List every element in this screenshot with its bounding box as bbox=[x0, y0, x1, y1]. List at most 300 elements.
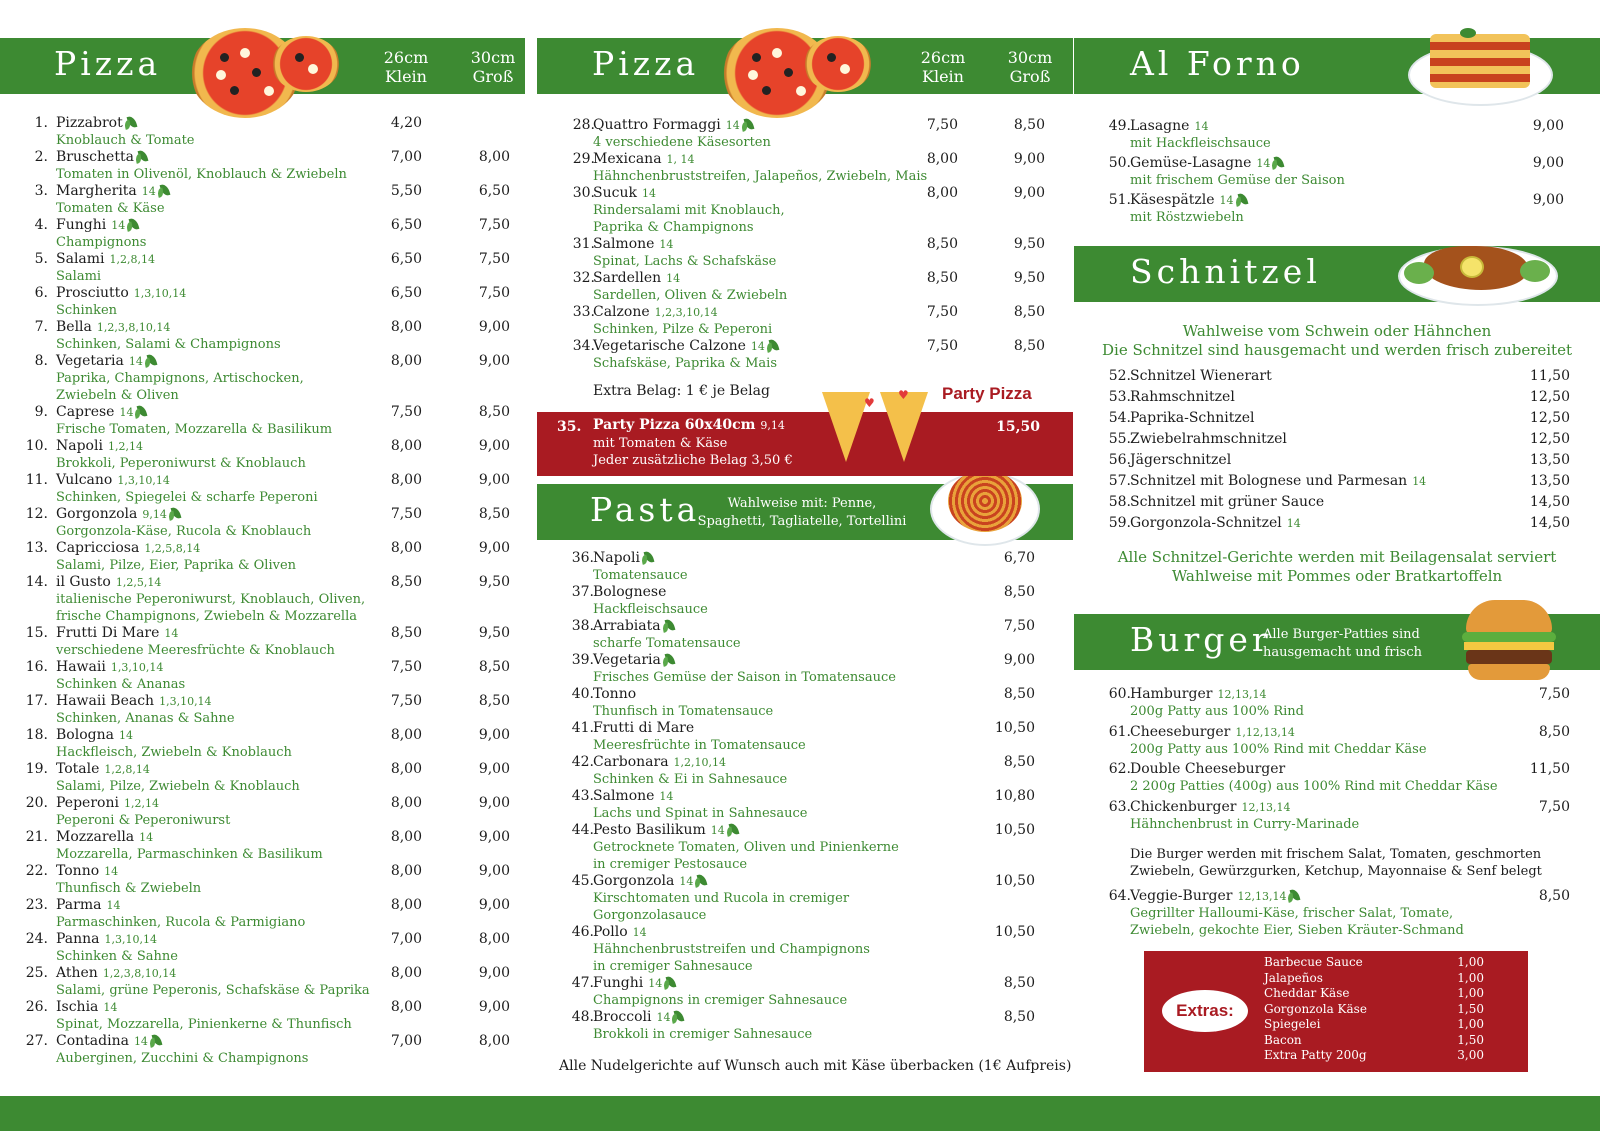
item-name-text: Vegetarische Calzone bbox=[593, 338, 746, 354]
item-name-text: Rahmschnitzel bbox=[1130, 389, 1235, 405]
price-large: 8,50 bbox=[478, 693, 510, 709]
allergen-codes: 14 bbox=[1256, 157, 1271, 170]
price: 14,50 bbox=[1529, 494, 1570, 510]
item-name-text: Frutti Di Mare bbox=[56, 625, 160, 641]
price-small: 8,00 bbox=[390, 319, 422, 335]
allergen-codes: 1,3,10,14 bbox=[159, 695, 212, 708]
item-description: Mozzarella, Parmaschinken & Basilikum bbox=[56, 847, 323, 862]
price-large: 9,00 bbox=[478, 438, 510, 454]
allergen-codes: 14 bbox=[139, 831, 154, 844]
party-desc-1: mit Tomaten & Käse bbox=[593, 436, 728, 451]
item-name bbox=[56, 251, 155, 268]
item-name bbox=[56, 693, 212, 710]
item-description: mit Hackfleischsauce bbox=[1130, 136, 1271, 151]
allergen-codes: 1,2,8,14 bbox=[104, 763, 150, 776]
item-name-text: Caprese bbox=[56, 404, 115, 420]
allergen-codes: 12,13,14 bbox=[1241, 800, 1291, 814]
item-description: 200g Patty aus 100% Rind mit Cheddar Käse bbox=[1130, 741, 1427, 757]
item-name bbox=[56, 183, 169, 200]
price-large: 9,00 bbox=[478, 761, 510, 777]
item-name-text: Sucuk bbox=[593, 185, 637, 201]
price-small: 5,50 bbox=[390, 183, 422, 199]
price-small: 8,50 bbox=[926, 270, 958, 286]
allergen-codes: 1,2,8,14 bbox=[109, 253, 155, 266]
item-name-text: Hamburger bbox=[1130, 686, 1213, 702]
allergen-codes: 1,12,13,14 bbox=[1235, 725, 1295, 739]
item-name bbox=[56, 353, 156, 370]
vegetarian-leaf-icon bbox=[728, 822, 739, 836]
item-number: 56. bbox=[1108, 452, 1131, 468]
price: 13,50 bbox=[1529, 452, 1570, 468]
price-large: 9,50 bbox=[1013, 270, 1045, 286]
extras-name: Gorgonzola Käse bbox=[1264, 1001, 1367, 1016]
item-name bbox=[593, 720, 694, 737]
item-name bbox=[1130, 494, 1324, 511]
item-name bbox=[1130, 761, 1285, 778]
party-name-text: Party Pizza 60x40cm bbox=[593, 417, 756, 433]
pasta-footer: Alle Nudelgerichte auf Wunsch auch mit Käse überbacken (1€ Aufpreis) bbox=[559, 1058, 1072, 1074]
price-large: 9,00 bbox=[478, 472, 510, 488]
price-large: 9,00 bbox=[478, 999, 510, 1015]
item-number: 24. bbox=[25, 931, 48, 947]
schnitzel-intro-2: Die Schnitzel sind hausgemacht und werden frisch zubereitet bbox=[1102, 341, 1572, 359]
item-description: Hackfleischsauce bbox=[593, 602, 708, 617]
price-large: 7,50 bbox=[478, 217, 510, 233]
extras-name: Spiegelei bbox=[1264, 1017, 1321, 1031]
price: 8,50 bbox=[1003, 1009, 1035, 1025]
item-name-text: Schnitzel mit grüner Sauce bbox=[1130, 494, 1325, 510]
size-large-header-2: 30cm Groß bbox=[1007, 48, 1053, 86]
extras-row bbox=[1264, 971, 1504, 987]
price-small: 8,00 bbox=[390, 438, 422, 454]
schnitzel-title: Schnitzel bbox=[1130, 252, 1321, 291]
price-small: 8,00 bbox=[390, 829, 422, 845]
price-large: 6,50 bbox=[478, 183, 510, 199]
extras-price: 3,00 bbox=[1457, 1048, 1484, 1062]
item-description: verschiedene Meeresfrüchte & Knoblauch bbox=[56, 643, 335, 658]
item-name-text: Calzone bbox=[593, 304, 650, 320]
item-number: 9. bbox=[34, 404, 48, 420]
item-description: Tomaten & Käse bbox=[56, 201, 165, 216]
item-number: 4. bbox=[34, 217, 48, 233]
item-name-text: Contadina bbox=[56, 1033, 129, 1049]
item-description: in cremiger Pestosauce bbox=[593, 857, 748, 872]
vegetarian-leaf-icon bbox=[697, 873, 708, 887]
price-large: 9,00 bbox=[478, 727, 510, 743]
item-name-text: Double Cheeseburger bbox=[1130, 761, 1286, 777]
pizza-slice-mascot-1 bbox=[822, 392, 870, 462]
item-number: 7. bbox=[34, 319, 48, 335]
allergen-codes: 14 bbox=[679, 875, 694, 888]
price-large: 9,00 bbox=[478, 965, 510, 981]
item-description: Schinken & Ananas bbox=[56, 677, 186, 692]
item-number: 46. bbox=[571, 924, 594, 940]
item-name bbox=[56, 999, 117, 1016]
price-small: 8,00 bbox=[926, 151, 958, 167]
item-name-text: Bologna bbox=[56, 727, 114, 743]
price-large: 9,00 bbox=[478, 897, 510, 913]
item-name-text: Funghi bbox=[593, 975, 644, 991]
item-name-text: Broccoli bbox=[593, 1009, 652, 1025]
item-number: 42. bbox=[571, 754, 594, 770]
vegetarian-leaf-icon bbox=[743, 117, 754, 131]
price-large: 7,50 bbox=[478, 285, 510, 301]
allergen-codes: 14 bbox=[164, 627, 179, 640]
item-number: 39. bbox=[571, 652, 594, 668]
item-name bbox=[56, 149, 147, 166]
item-description: Gorgonzolasauce bbox=[593, 908, 707, 923]
item-description: Meeresfrüchte in Tomatensauce bbox=[593, 738, 806, 753]
item-name-text: Capricciosa bbox=[56, 540, 140, 556]
item-number: 6. bbox=[34, 285, 48, 301]
item-name-text: Margherita bbox=[56, 183, 137, 199]
item-number: 19. bbox=[25, 761, 48, 777]
burger-note bbox=[1263, 626, 1422, 662]
party-allergens: 9,14 bbox=[760, 419, 785, 432]
price-small: 4,20 bbox=[390, 115, 422, 131]
price-large: 8,50 bbox=[478, 659, 510, 675]
item-name-text: Mozzarella bbox=[56, 829, 135, 845]
price: 7,50 bbox=[1538, 686, 1570, 702]
item-number: 45. bbox=[571, 873, 594, 889]
price-small: 8,00 bbox=[390, 863, 422, 879]
item-description: Paprika, Champignons, Artischocken, bbox=[56, 371, 304, 386]
item-number: 12. bbox=[25, 506, 48, 522]
item-description: frische Champignons, Zwiebeln & Mozzarella bbox=[56, 609, 357, 624]
item-name bbox=[56, 217, 138, 234]
allergen-codes: 1,2,14 bbox=[123, 797, 159, 810]
price-small: 6,50 bbox=[390, 285, 422, 301]
pasta-list bbox=[537, 550, 1073, 1050]
item-name-text: Chickenburger bbox=[1130, 798, 1237, 815]
item-name bbox=[56, 795, 159, 812]
size-large-header: 30cm Groß bbox=[470, 48, 516, 86]
price-small: 7,00 bbox=[390, 1033, 422, 1049]
extras-row bbox=[1264, 1033, 1504, 1049]
item-number: 63. bbox=[1108, 798, 1131, 815]
item-name bbox=[593, 822, 738, 839]
allergen-codes: 1,2,10,14 bbox=[673, 756, 727, 769]
item-number: 27. bbox=[25, 1033, 48, 1049]
price-large: 8,50 bbox=[1013, 117, 1045, 133]
price-large: 9,00 bbox=[478, 795, 510, 811]
price: 12,50 bbox=[1529, 389, 1570, 405]
item-name-text: Gorgonzola-Schnitzel bbox=[1130, 515, 1282, 531]
item-name-text: Sardellen bbox=[593, 270, 662, 286]
price: 10,50 bbox=[994, 822, 1035, 838]
item-name-text: Napoli bbox=[593, 550, 640, 566]
price-small: 8,00 bbox=[390, 472, 422, 488]
item-number: 2. bbox=[34, 149, 48, 165]
extras-name: Bacon bbox=[1264, 1032, 1302, 1047]
price-large: 9,00 bbox=[1013, 151, 1045, 167]
item-number: 31. bbox=[572, 236, 595, 252]
item-name-text: Zwiebelrahmschnitzel bbox=[1130, 431, 1287, 447]
item-name-text: Jägerschnitzel bbox=[1130, 452, 1232, 468]
price-small: 7,50 bbox=[390, 506, 422, 522]
item-name-text: Salami bbox=[56, 251, 105, 267]
price-large: 8,50 bbox=[1013, 304, 1045, 320]
allergen-codes: 14 bbox=[710, 824, 725, 837]
item-description: Lachs und Spinat in Sahnesauce bbox=[593, 806, 808, 821]
vegetarian-leaf-icon bbox=[1290, 888, 1301, 902]
item-name-text: Hawaii bbox=[56, 659, 106, 675]
price-large: 8,50 bbox=[478, 506, 510, 522]
item-name bbox=[593, 788, 673, 805]
item-name bbox=[593, 652, 674, 669]
item-number: 61. bbox=[1108, 723, 1131, 740]
item-description: 4 verschiedene Käsesorten bbox=[593, 135, 771, 150]
item-number: 1. bbox=[34, 115, 48, 131]
item-description: Zwiebeln, gekochte Eier, Sieben Kräuter-Schmand bbox=[1130, 923, 1464, 938]
pizza-list-left bbox=[0, 115, 525, 1075]
price: 9,00 bbox=[1532, 192, 1564, 208]
item-name bbox=[593, 686, 636, 703]
item-number: 55. bbox=[1108, 431, 1131, 447]
allergen-codes: 14 bbox=[648, 977, 663, 990]
price: 14,50 bbox=[1529, 515, 1570, 531]
price-large: 9,50 bbox=[478, 625, 510, 641]
item-name-text: Totale bbox=[56, 761, 100, 777]
item-number: 29. bbox=[572, 151, 595, 167]
item-number: 21. bbox=[25, 829, 48, 845]
price: 7,50 bbox=[1003, 618, 1035, 634]
item-description: Hähnchenbruststreifen, Jalapeños, Zwiebeln, Mais bbox=[593, 169, 928, 184]
vegetarian-leaf-icon bbox=[666, 975, 677, 989]
allergen-codes: 14 bbox=[1412, 475, 1427, 488]
alforno-title: Al Forno bbox=[1130, 44, 1305, 83]
price-large: 9,50 bbox=[1013, 236, 1045, 252]
schnitzel-outro bbox=[1074, 548, 1600, 586]
price: 8,50 bbox=[1538, 888, 1570, 904]
item-name bbox=[1130, 724, 1295, 741]
allergen-codes: 14 bbox=[1194, 120, 1209, 133]
item-name-text: Paprika-Schnitzel bbox=[1130, 410, 1255, 426]
item-description: Knoblauch & Tomate bbox=[56, 133, 195, 148]
price: 12,50 bbox=[1529, 431, 1570, 447]
vegetarian-leaf-icon bbox=[664, 618, 675, 632]
vegetarian-leaf-icon bbox=[664, 652, 675, 666]
allergen-codes: 1,2,5,14 bbox=[115, 576, 162, 589]
price: 9,00 bbox=[1003, 652, 1035, 668]
price: 8,50 bbox=[1538, 723, 1570, 740]
allergen-codes: 14 bbox=[725, 119, 740, 132]
item-description: scharfe Tomatensauce bbox=[593, 636, 741, 651]
price-small: 7,00 bbox=[390, 931, 422, 947]
item-description: Gegrillter Halloumi-Käse, frischer Salat, Tomate, bbox=[1130, 906, 1454, 921]
price: 13,50 bbox=[1529, 473, 1570, 489]
party-pizza-label: Party Pizza bbox=[942, 384, 1032, 403]
party-price: 15,50 bbox=[996, 419, 1040, 435]
item-name-text: Gorgonzola bbox=[593, 873, 675, 889]
item-number: 13. bbox=[25, 540, 48, 556]
item-name-text: Salmone bbox=[593, 788, 655, 804]
item-name-text: Quattro Formaggi bbox=[593, 117, 721, 133]
item-description: Auberginen, Zucchini & Champignons bbox=[56, 1051, 309, 1066]
item-number: 60. bbox=[1108, 686, 1131, 702]
item-number: 30. bbox=[572, 185, 595, 201]
item-number: 59. bbox=[1108, 515, 1131, 531]
item-number: 22. bbox=[25, 863, 48, 879]
item-description: Gorgonzola-Käse, Rucola & Knoblauch bbox=[56, 524, 312, 539]
item-name bbox=[56, 829, 153, 846]
item-number: 64. bbox=[1108, 888, 1131, 904]
item-name-text: Schnitzel mit Bolognese und Parmesan bbox=[1130, 473, 1408, 489]
item-description: Tomatensauce bbox=[593, 568, 688, 583]
allergen-codes: 14 bbox=[656, 1011, 671, 1024]
party-name bbox=[593, 417, 785, 433]
item-name-text: Bruschetta bbox=[56, 149, 134, 165]
item-name bbox=[593, 338, 778, 355]
price-large: 9,00 bbox=[478, 353, 510, 369]
item-name-text: Vulcano bbox=[56, 472, 113, 488]
price: 10,80 bbox=[994, 788, 1035, 804]
item-description: Frische Tomaten, Mozzarella & Basilikum bbox=[56, 422, 333, 437]
item-number: 15. bbox=[25, 625, 48, 641]
item-name-text: Frutti di Mare bbox=[593, 720, 695, 736]
extras-box bbox=[1144, 951, 1528, 1072]
extras-name: Barbecue Sauce bbox=[1264, 955, 1363, 969]
schnitzel-intro-1: Wahlweise vom Schwein oder Hähnchen bbox=[1182, 322, 1492, 340]
item-name-text: Käsespätzle bbox=[1130, 192, 1215, 208]
price-small: 7,50 bbox=[390, 404, 422, 420]
item-description: Salami, Pilze, Eier, Paprika & Oliven bbox=[56, 558, 297, 573]
item-description: Zwiebeln & Oliven bbox=[56, 388, 179, 403]
item-name-text: Tonno bbox=[593, 686, 637, 702]
price-small: 8,00 bbox=[926, 185, 958, 201]
extras-row bbox=[1264, 1048, 1504, 1064]
item-name bbox=[1130, 410, 1255, 427]
item-name-text: Ischia bbox=[56, 999, 99, 1015]
vegetarian-leaf-icon bbox=[146, 353, 157, 367]
item-number: 62. bbox=[1108, 761, 1131, 777]
extras-name: Extra Patty 200g bbox=[1264, 1048, 1367, 1062]
item-name bbox=[56, 285, 186, 302]
item-name-text: Napoli bbox=[56, 438, 103, 454]
extras-label: Extras: bbox=[1162, 990, 1248, 1032]
item-description: Paprika & Champignons bbox=[593, 220, 754, 235]
item-name bbox=[593, 754, 726, 771]
item-description: Frisches Gemüse der Saison in Tomatensauce bbox=[593, 670, 896, 685]
vegetarian-leaf-icon bbox=[674, 1009, 685, 1023]
allergen-codes: 1,3,10,14 bbox=[133, 287, 187, 300]
item-name bbox=[56, 404, 146, 421]
vegetarian-leaf-icon bbox=[129, 217, 140, 231]
item-number: 16. bbox=[25, 659, 48, 675]
extras-list bbox=[1264, 955, 1504, 1064]
burger-note-b: Zwiebeln, Gewürzgurken, Ketchup, Mayonnaise & Senf belegt bbox=[1130, 864, 1542, 879]
extra-topping-note: Extra Belag: 1 € je Belag bbox=[593, 383, 770, 399]
price-small: 8,50 bbox=[926, 236, 958, 252]
price: 9,00 bbox=[1532, 155, 1564, 171]
item-name bbox=[593, 304, 718, 321]
extras-price: 1,00 bbox=[1457, 986, 1484, 1000]
burger-list bbox=[1074, 686, 1600, 846]
item-name bbox=[56, 472, 170, 489]
price-small: 7,50 bbox=[926, 304, 958, 320]
price-small: 8,00 bbox=[390, 727, 422, 743]
allergen-codes: 14 bbox=[119, 406, 134, 419]
burger-note-block bbox=[1130, 846, 1542, 880]
item-description: mit Röstzwiebeln bbox=[1130, 210, 1244, 225]
item-name-text: Gorgonzola bbox=[56, 506, 138, 522]
item-name bbox=[1130, 799, 1290, 816]
price-small: 6,50 bbox=[390, 217, 422, 233]
item-name-text: Parma bbox=[56, 897, 102, 913]
item-description: Brokkoli, Peperoniwurst & Knoblauch bbox=[56, 456, 306, 471]
allergen-codes: 14 bbox=[106, 899, 121, 912]
item-number: 40. bbox=[571, 686, 594, 702]
price-small: 7,50 bbox=[926, 117, 958, 133]
party-number: 35. bbox=[557, 419, 582, 435]
price: 7,50 bbox=[1538, 798, 1570, 815]
price-small: 7,50 bbox=[390, 693, 422, 709]
item-description: Salami bbox=[56, 269, 102, 284]
item-number: 8. bbox=[34, 353, 48, 369]
item-name-text: Vegetaria bbox=[56, 353, 124, 369]
item-number: 48. bbox=[571, 1009, 594, 1025]
item-name bbox=[593, 975, 675, 992]
item-description: Thunfisch in Tomatensauce bbox=[593, 704, 774, 719]
item-name bbox=[1130, 686, 1266, 703]
vegetarian-leaf-icon bbox=[152, 1033, 163, 1047]
item-name-text: Athen bbox=[56, 965, 98, 981]
extras-price: 1,00 bbox=[1457, 955, 1484, 969]
item-name bbox=[56, 115, 136, 132]
allergen-codes: 1,2,5,8,14 bbox=[144, 542, 201, 555]
item-description: Champignons in cremiger Sahnesauce bbox=[593, 993, 848, 1008]
allergen-codes: 1,2,3,8,10,14 bbox=[102, 967, 177, 980]
item-number: 50. bbox=[1108, 155, 1131, 171]
price-small: 8,00 bbox=[390, 540, 422, 556]
vegetarian-leaf-icon bbox=[769, 338, 780, 352]
item-description: Salami, grüne Peperonis, Schafskäse & Paprika bbox=[56, 983, 370, 998]
item-description: italienische Peperoniwurst, Knoblauch, Oliven, bbox=[56, 592, 366, 607]
item-number: 14. bbox=[25, 574, 48, 590]
price-small: 8,50 bbox=[390, 625, 422, 641]
item-name-text: Pesto Basilikum bbox=[593, 822, 706, 838]
item-name-text: Schnitzel Wienerart bbox=[1130, 368, 1272, 384]
schnitzel-intro bbox=[1074, 322, 1600, 360]
item-name-text: Tonno bbox=[56, 863, 100, 879]
item-name bbox=[593, 236, 673, 253]
item-name-text: Peperoni bbox=[56, 795, 119, 811]
extras-row bbox=[1264, 986, 1504, 1002]
burger-note-line1: Alle Burger-Patties sind bbox=[1263, 627, 1420, 642]
allergen-codes: 14 bbox=[750, 340, 765, 353]
pizza-slice-mascot-2 bbox=[880, 392, 928, 462]
allergen-codes: 1, 14 bbox=[666, 153, 695, 166]
price: 8,50 bbox=[1003, 686, 1035, 702]
alforno-list bbox=[1074, 118, 1600, 238]
item-description: Hähnchenbruststreifen und Champignons bbox=[593, 942, 870, 957]
item-name-text: Pizzabrot bbox=[56, 115, 123, 131]
item-description: Brokkoli in cremiger Sahnesauce bbox=[593, 1027, 813, 1042]
size-small-header-2: 26cm Klein bbox=[920, 48, 966, 86]
pasta-note bbox=[692, 495, 912, 531]
item-description: 2 200g Patties (400g) aus 100% Rind mit Cheddar Käse bbox=[1130, 779, 1498, 794]
allergen-codes: 1,2,3,10,14 bbox=[654, 306, 718, 319]
item-name bbox=[1130, 452, 1231, 469]
price-small: 8,00 bbox=[390, 761, 422, 777]
price-small: 8,50 bbox=[390, 574, 422, 590]
schnitzel-outro-1: Alle Schnitzel-Gerichte werden mit Beilagensalat serviert bbox=[1117, 548, 1557, 566]
price-large: 8,50 bbox=[478, 404, 510, 420]
vegetarian-leaf-icon bbox=[126, 115, 137, 129]
price-small: 8,00 bbox=[390, 353, 422, 369]
extras-price: 1,50 bbox=[1457, 1001, 1484, 1016]
item-name-text: Carbonara bbox=[593, 754, 669, 770]
